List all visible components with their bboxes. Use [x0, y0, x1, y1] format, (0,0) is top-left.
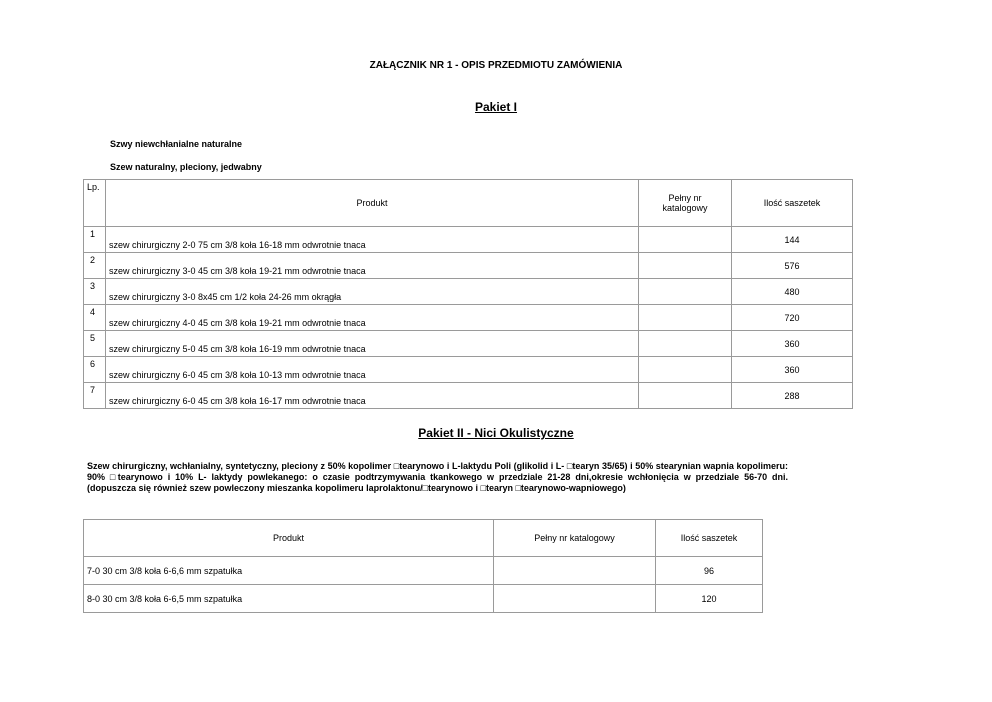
pakiet-1-heading: Pakiet I: [474, 100, 518, 114]
row-catalog-cell[interactable]: [494, 557, 656, 585]
pakiet-2-table: [83, 519, 763, 613]
row-product: szew chirurgiczny 4-0 45 cm 3/8 koła 19-21 mm odwrotnie tnaca: [106, 305, 639, 331]
row-quantity: 576: [732, 253, 853, 279]
row-product: 7-0 30 cm 3/8 koła 6-6,6 mm szpatułka: [84, 557, 494, 585]
column-header-catalog: Pełny nr katalogowy: [494, 520, 656, 557]
row-lp: 5: [84, 331, 106, 357]
row-product: szew chirurgiczny 2-0 75 cm 3/8 koła 16-18 mm odwrotnie tnaca: [106, 227, 639, 253]
column-header-product: Produkt: [84, 520, 494, 557]
column-header-catalog: Pełny nr katalogowy: [639, 180, 732, 227]
row-product: szew chirurgiczny 3-0 45 cm 3/8 koła 19-21 mm odwrotnie tnaca: [106, 253, 639, 279]
row-catalog-cell[interactable]: [639, 227, 732, 253]
column-header-quantity: Ilość saszetek: [656, 520, 763, 557]
table-row: [84, 279, 853, 305]
table-header-row: [84, 520, 763, 557]
row-catalog-cell[interactable]: [639, 331, 732, 357]
pakiet-2-heading: Pakiet II - Nici Okulistyczne: [418, 426, 574, 440]
row-lp: 6: [84, 357, 106, 383]
row-catalog-cell[interactable]: [639, 279, 732, 305]
table-row: [84, 253, 853, 279]
row-product: szew chirurgiczny 6-0 45 cm 3/8 koła 16-17 mm odwrotnie tnaca: [106, 383, 639, 409]
row-catalog-cell[interactable]: [639, 357, 732, 383]
document-title: ZAŁĄCZNIK NR 1 - OPIS PRZEDMIOTU ZAMÓWIENIA: [369, 60, 623, 71]
table-row: [84, 357, 853, 383]
pakiet-1-subheading-category: Szwy niewchłanialne naturalne: [110, 139, 243, 149]
row-lp: 1: [84, 227, 106, 253]
row-product: szew chirurgiczny 3-0 8x45 cm 1/2 koła 24-26 mm okrągła: [106, 279, 639, 305]
row-lp: 3: [84, 279, 106, 305]
table-row: [84, 383, 853, 409]
pakiet-1-subheading-type: Szew naturalny, pleciony, jedwabny: [110, 162, 262, 172]
row-product: szew chirurgiczny 5-0 45 cm 3/8 koła 16-19 mm odwrotnie tnaca: [106, 331, 639, 357]
column-header-lp: Lp.: [84, 180, 106, 227]
row-product: 8-0 30 cm 3/8 koła 6-6,5 mm szpatułka: [84, 585, 494, 613]
row-lp: 4: [84, 305, 106, 331]
pakiet-2-description: Szew chirurgiczny, wchłanialny, syntetyczny, pleciony z 50% kopolimer □tearynowo i L-laktydu Poli (glikolid i L- □tearyn 35/65) i 50% stearynian wapnia kopolimeru: 90% □tearynowo i 10% L- laktydy powlekanego: o czasie podtrzymywania tkankowego w przedziale 21-28 dni,okresie wchłonięcia w przedziale 56-70 dni.(dopuszcza się również szew powleczony mieszanka kopolimeru laprolaktonu/□tearynowo i □tearyn □tearynowo-wapniowego): [87, 461, 788, 493]
column-header-product: Produkt: [106, 180, 639, 227]
row-quantity: 480: [732, 279, 853, 305]
row-quantity: 288: [732, 383, 853, 409]
table-header-row: [84, 180, 853, 227]
pakiet-1-table: [83, 179, 853, 409]
column-header-quantity: Ilość saszetek: [732, 180, 853, 227]
row-catalog-cell[interactable]: [494, 585, 656, 613]
table-row: [84, 331, 853, 357]
table-row: [84, 227, 853, 253]
row-product: szew chirurgiczny 6-0 45 cm 3/8 koła 10-13 mm odwrotnie tnaca: [106, 357, 639, 383]
row-lp: 7: [84, 383, 106, 409]
row-catalog-cell[interactable]: [639, 253, 732, 279]
row-quantity: 360: [732, 357, 853, 383]
row-quantity: 360: [732, 331, 853, 357]
row-quantity: 720: [732, 305, 853, 331]
table-row: [84, 585, 763, 613]
row-quantity: 144: [732, 227, 853, 253]
row-quantity: 120: [656, 585, 763, 613]
row-catalog-cell[interactable]: [639, 305, 732, 331]
row-quantity: 96: [656, 557, 763, 585]
table-row: [84, 305, 853, 331]
table-row: [84, 557, 763, 585]
row-lp: 2: [84, 253, 106, 279]
row-catalog-cell[interactable]: [639, 383, 732, 409]
